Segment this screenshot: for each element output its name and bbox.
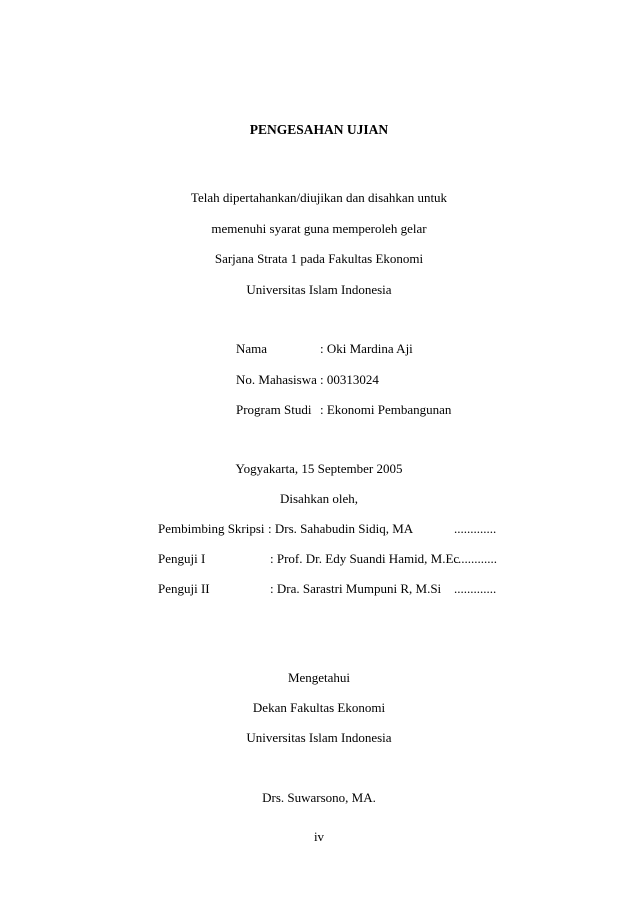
examiner-role-2: Penguji I: [158, 551, 206, 566]
examiner-role-3: Penguji II: [158, 581, 210, 596]
approved-by: Disahkan oleh,: [280, 491, 358, 506]
examiner-name-2: : Prof. Dr. Edy Suandi Hamid, M.Ec: [270, 551, 460, 566]
acknowledgement-heading: Mengetahui: [287, 670, 351, 685]
place-date: Yogyakarta, 15 September 2005: [235, 461, 403, 476]
student-number-label: No. Mahasiswa: [236, 372, 317, 387]
page-number: iv: [313, 829, 325, 844]
study-program-value: : Ekonomi Pembangunan: [320, 402, 452, 417]
dean-position: Dekan Fakultas Ekonomi: [252, 700, 386, 715]
intro-line-1: Telah dipertahankan/diujikan dan disahkan untuk: [190, 190, 448, 205]
student-number-value: : 00313024: [320, 372, 379, 387]
examiner-name-1: : Drs. Sahabudin Sidiq, MA: [268, 521, 414, 536]
intro-line-3: Sarjana Strata 1 pada Fakultas Ekonomi: [214, 251, 424, 266]
examiner-signature-3: .............: [454, 581, 497, 596]
dean-institution: Universitas Islam Indonesia: [246, 730, 392, 745]
examiner-signature-1: .............: [454, 521, 497, 536]
examiner-role-1: Pembimbing Skripsi: [158, 521, 265, 536]
student-name-label: Nama: [236, 341, 268, 356]
dean-name: Drs. Suwarsono, MA.: [262, 790, 376, 805]
student-name-value: : Oki Mardina Aji: [320, 341, 413, 356]
examiner-name-3: : Dra. Sarastri Mumpuni R, M.Si: [270, 581, 442, 596]
page-title: PENGESAHAN UJIAN: [249, 122, 389, 137]
study-program-label: Program Studi: [236, 402, 312, 417]
examiner-signature-2: ............: [458, 551, 497, 566]
intro-line-4: Universitas Islam Indonesia: [246, 282, 392, 297]
intro-line-2: memenuhi syarat guna memperoleh gelar: [211, 221, 427, 236]
